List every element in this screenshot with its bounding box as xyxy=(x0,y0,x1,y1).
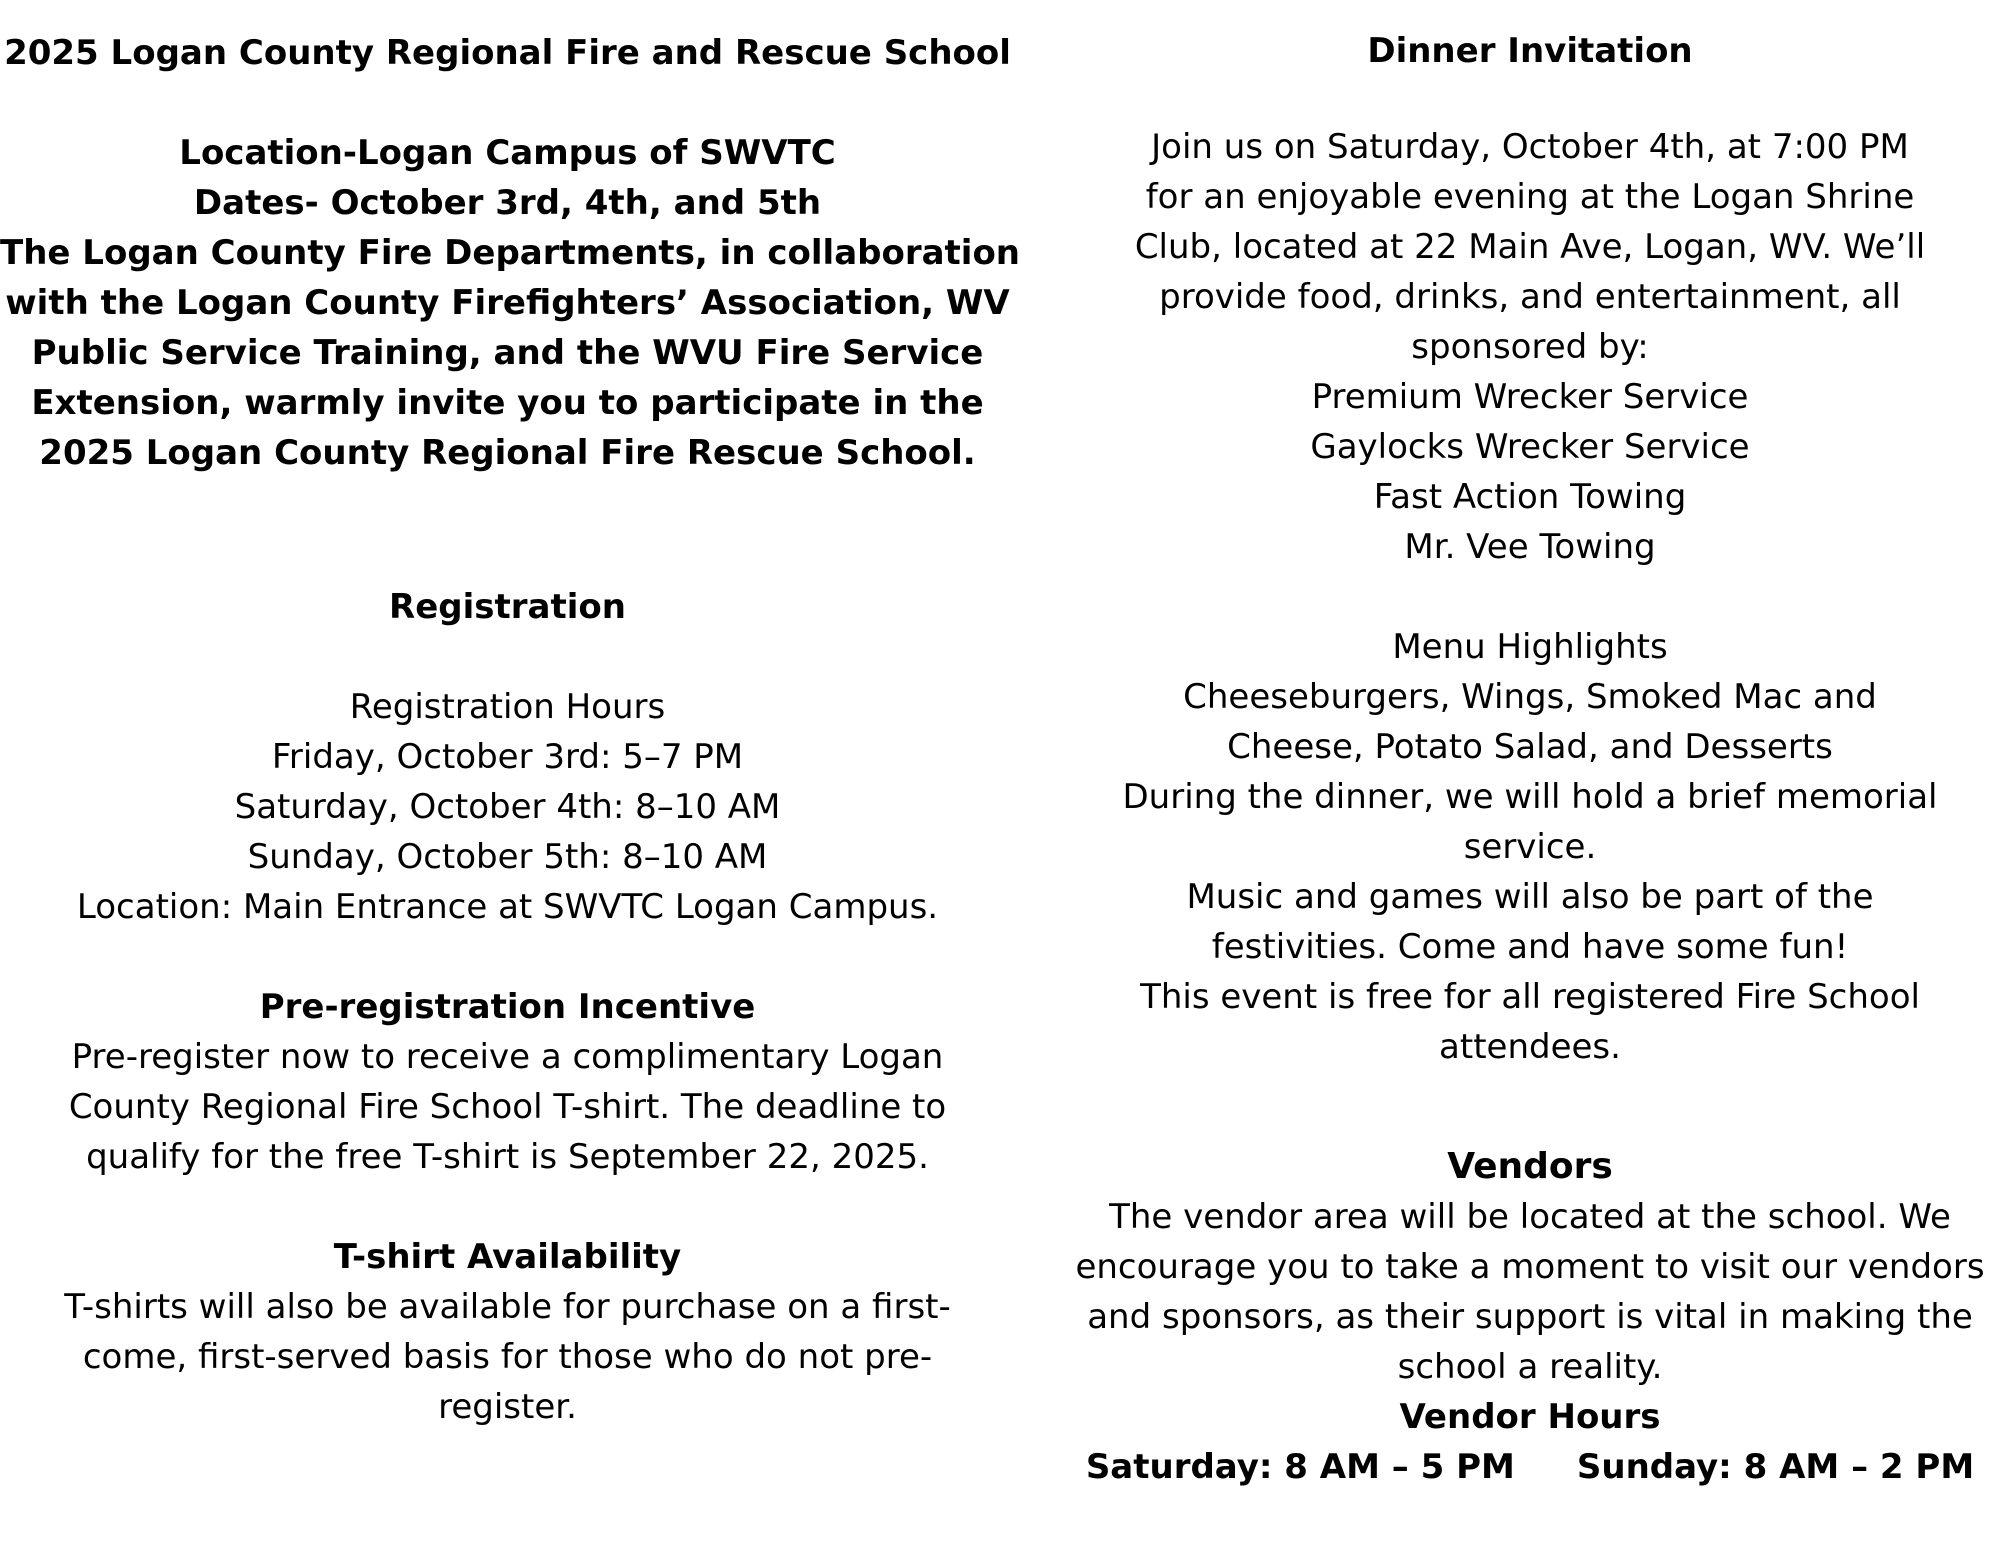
vendors-paragraph xyxy=(1060,1192,2000,1392)
school-dates: Dates- October 3rd, 4th, and 5th xyxy=(193,183,822,223)
intro-line: Extension, warmly invite you to participate in the xyxy=(31,383,984,423)
vendor-hours-sunday: Sunday: 8 AM – 2 PM xyxy=(1576,1447,1975,1487)
registration-saturday: Saturday, October 4th: 8–10 AM xyxy=(234,787,781,827)
vendors-line: and sponsors, as their support is vital in making the xyxy=(1087,1297,1973,1337)
menu-line: attendees. xyxy=(1439,1027,1621,1067)
dinner-line: sponsored by: xyxy=(1411,327,1649,367)
dinner-line: provide food, drinks, and entertainment, all xyxy=(1159,277,1901,317)
intro-line: The Logan County Fire Departments, in collaboration xyxy=(0,233,1021,273)
vendors-line: school a reality. xyxy=(1397,1347,1663,1387)
left-column xyxy=(0,0,1021,1432)
vendor-hours-heading: Vendor Hours xyxy=(1399,1397,1661,1437)
tshirt-heading: T-shirt Availability xyxy=(333,1237,682,1277)
menu-line: Cheeseburgers, Wings, Smoked Mac and xyxy=(1183,677,1877,717)
vendor-hours-saturday: Saturday: 8 AM – 5 PM xyxy=(1085,1447,1515,1487)
right-column xyxy=(1060,0,2000,1492)
tshirt-line: T-shirts will also be available for purchase on a first- xyxy=(64,1287,951,1327)
preregistration-line: Pre-register now to receive a complimentary Logan xyxy=(71,1037,944,1077)
preregistration-heading: Pre-registration Incentive xyxy=(259,987,756,1027)
registration-heading: Registration xyxy=(389,587,626,627)
school-title: 2025 Logan County Regional Fire and Rescue School xyxy=(4,33,1011,73)
intro-line: with the Logan County Firefighters’ Association, WV xyxy=(5,283,1010,323)
registration-hours-heading: Registration Hours xyxy=(349,687,666,727)
vendors-heading: Vendors xyxy=(1447,1146,1613,1187)
menu-heading: Menu Highlights xyxy=(1392,627,1668,667)
sponsor-item: Gaylocks Wrecker Service xyxy=(1310,427,1750,467)
school-location: Location-Logan Campus of SWVTC xyxy=(179,133,836,173)
intro-line: 2025 Logan County Regional Fire Rescue School. xyxy=(39,433,976,473)
menu-line: festivities. Come and have some fun! xyxy=(1211,927,1849,967)
dinner-line: Join us on Saturday, October 4th, at 7:00 PM xyxy=(1151,127,1909,167)
sponsor-item: Mr. Vee Towing xyxy=(1404,527,1656,567)
sponsor-item: Fast Action Towing xyxy=(1373,477,1687,517)
menu-line: This event is free for all registered Fire School xyxy=(1140,977,1920,1017)
dinner-heading: Dinner Invitation xyxy=(1367,31,1693,71)
vendor-hours-row xyxy=(1060,1442,2000,1492)
dinner-line: Club, located at 22 Main Ave, Logan, WV. We’ll xyxy=(1134,227,1926,267)
tshirt-paragraph xyxy=(0,1282,1015,1432)
registration-sunday: Sunday, October 5th: 8–10 AM xyxy=(247,837,768,877)
sponsor-item: Premium Wrecker Service xyxy=(1311,377,1749,417)
tshirt-line: come, first-served basis for those who do not pre- xyxy=(82,1337,933,1377)
intro-line: Public Service Training, and the WVU Fire Service xyxy=(31,333,984,373)
dinner-line: for an enjoyable evening at the Logan Shrine xyxy=(1145,177,1915,217)
registration-friday: Friday, October 3rd: 5–7 PM xyxy=(271,737,744,777)
dinner-paragraph xyxy=(1060,122,2000,372)
menu-line: During the dinner, we will hold a brief memorial xyxy=(1122,777,1938,817)
tshirt-line: register. xyxy=(438,1387,577,1427)
menu-line: Music and games will also be part of the xyxy=(1186,877,1874,917)
intro-paragraph xyxy=(0,228,1021,478)
vendors-line: encourage you to take a moment to visit our vendors xyxy=(1075,1247,1985,1287)
menu-paragraph xyxy=(1060,672,2000,1072)
vendors-line: The vendor area will be located at the school. We xyxy=(1109,1197,1951,1237)
preregistration-line: qualify for the free T-shirt is September 22, 2025. xyxy=(86,1137,929,1177)
sponsor-list xyxy=(1060,372,2000,572)
preregistration-paragraph xyxy=(0,1032,1015,1182)
preregistration-line: County Regional Fire School T-shirt. The deadline to xyxy=(68,1087,947,1127)
menu-line: service. xyxy=(1463,827,1597,867)
menu-line: Cheese, Potato Salad, and Desserts xyxy=(1227,727,1833,767)
registration-location: Location: Main Entrance at SWVTC Logan Campus. xyxy=(76,887,939,927)
